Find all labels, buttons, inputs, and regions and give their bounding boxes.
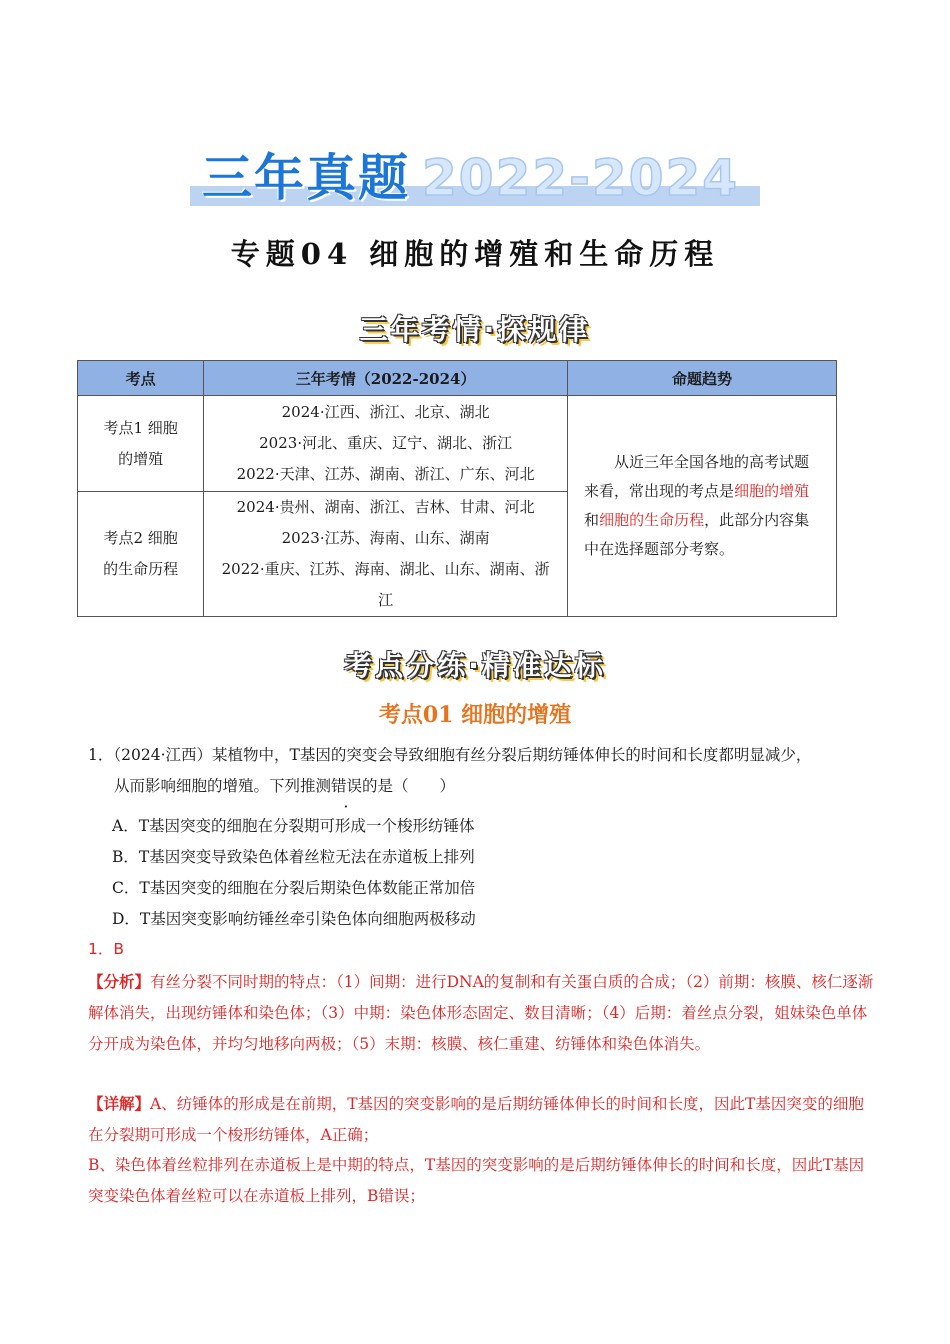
question-stem xyxy=(88,740,878,802)
section-title: 考点01 细胞的增殖 xyxy=(378,702,572,728)
header-trend: 命题趋势 xyxy=(568,361,837,396)
year-line: 2023·江苏、海南、山东、湖南 xyxy=(281,529,490,547)
year-line: 2023·河北、重庆、辽宁、湖北、浙江 xyxy=(259,434,513,452)
title-banner xyxy=(190,148,760,210)
banner-years: 2022-2024 xyxy=(422,149,740,207)
table-row xyxy=(78,396,837,492)
option-b: B．T基因突变导致染色体着丝粒无法在赤道板上排列 xyxy=(112,848,475,866)
years-cell xyxy=(204,396,568,492)
trend-cell xyxy=(568,396,837,617)
stem-line-2: 从而影响细胞的增殖。下列推测错误的是（ ） xyxy=(114,777,456,795)
header-point: 考点 xyxy=(78,361,204,396)
answer-analysis xyxy=(88,966,878,1060)
answer-detail-a xyxy=(88,1088,878,1151)
stem-line-1: （2024·江西）某植物中，T基因的突变会导致细胞有丝分裂后期纺锤体伸长的时间和长度都明显减少， xyxy=(113,746,812,764)
stem-emphasis: 错误 xyxy=(331,777,363,795)
option-a: A．T基因突变的细胞在分裂期可形成一个梭形纺锤体 xyxy=(112,817,475,835)
trend-text: 从近三年全国各地的高考试题来看，常出现的考点是细胞的增殖和细胞的生命历程，此部分内容集中在选择题部分考察。 xyxy=(584,453,810,558)
detail-tag: 【详解】 xyxy=(88,1094,151,1113)
trend-highlight: 细胞的生命历程 xyxy=(599,511,705,529)
year-line: 2024·江西、浙江、北京、湖北 xyxy=(281,403,490,421)
table-header-row xyxy=(78,361,837,396)
answer-label: 1．B xyxy=(88,940,124,958)
years-cell xyxy=(204,492,568,617)
option-c: C．T基因突变的细胞在分裂后期染色体数能正常加倍 xyxy=(112,879,476,897)
question-number: 1． xyxy=(88,746,114,764)
analysis-tag: 【分析】 xyxy=(88,972,151,991)
point-cell: 考点2 细胞的生命历程 xyxy=(78,492,204,617)
answer-detail-b: B、染色体着丝粒排列在赤道板上是中期的特点，T基因的突变影响的是后期纺锤体伸长的时间和长度，因此T基因突变染色体着丝粒可以在赤道板上排列，B错误； xyxy=(88,1156,865,1205)
year-line: 2022·天津、江苏、湖南、浙江、广东、河北 xyxy=(236,465,535,483)
option-d: D．T基因突变影响纺锤丝牵引染色体向细胞两极移动 xyxy=(112,910,476,928)
section-badge-trends: 三年考情·探规律 xyxy=(359,313,591,346)
trend-highlight: 细胞的增殖 xyxy=(734,482,810,500)
banner-title: 三年真题 xyxy=(202,149,410,207)
year-line: 2022·重庆、江苏、海南、湖北、山东、湖南、浙江 xyxy=(221,560,550,609)
detail-a-text: A、纺锤体的形成是在前期，T基因的突变影响的是后期纺锤体伸长的时间和长度，因此T基因突变的细胞在分裂期可形成一个梭形纺锤体，A正确； xyxy=(88,1095,864,1144)
analysis-text: 有丝分裂不同时期的特点：（1）间期：进行DNA的复制和有关蛋白质的合成；（2）前期：核膜、核仁逐渐解体消失，出现纺锤体和染色体；（3）中期：染色体形态固定、数目清晰；（4）后期：着丝点分裂，姐妹染色单体分开成为染色体，并均匀地移向两极；（5）末期：核膜、核仁重建、纺锤体和染色体消失。 xyxy=(88,973,874,1053)
header-years: 三年考情（2022-2024） xyxy=(204,361,568,396)
section-badge-practice: 考点分练·精准达标 xyxy=(344,649,606,682)
point-cell: 考点1 细胞的增殖 xyxy=(78,396,204,492)
subject-title: 专题04 细胞的增殖和生命历程 xyxy=(230,237,720,271)
year-line: 2024·贵州、湖南、浙江、吉林、甘肃、河北 xyxy=(236,498,535,516)
exam-overview-table xyxy=(77,360,837,617)
